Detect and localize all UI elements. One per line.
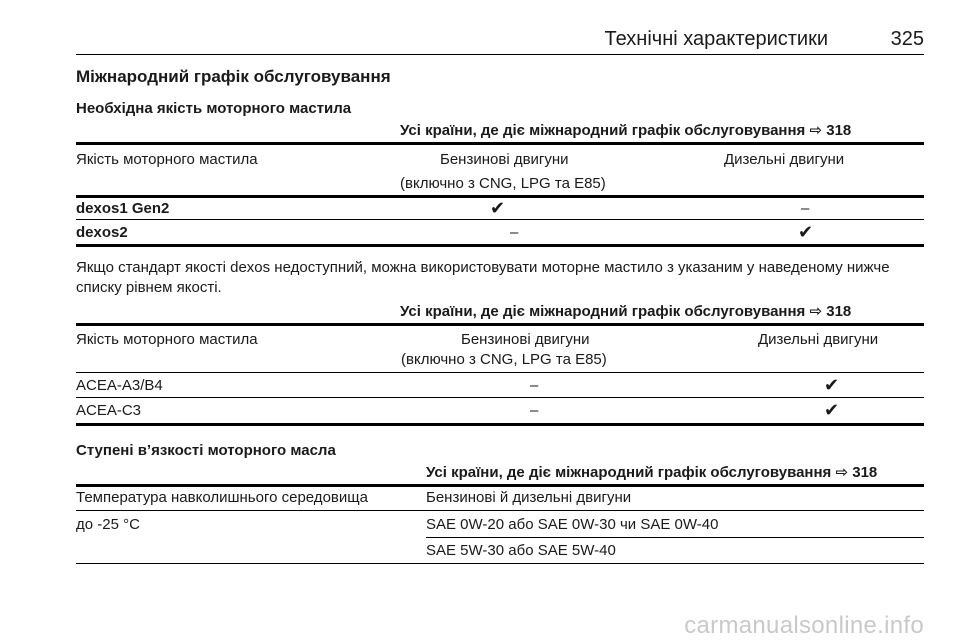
table2-row-name: ACEA-A3/B4 (76, 377, 163, 394)
table2-scope (400, 302, 851, 320)
table3-top-rule (76, 484, 924, 487)
table2-col1-header: Якість моторного мастила (76, 331, 258, 348)
table3-row-temp: до -25 °C (76, 516, 140, 533)
table3-header-rule (76, 510, 924, 511)
scope-ref[interactable]: 318 (826, 303, 852, 320)
row-divider (76, 397, 924, 398)
viscosity-heading: Ступені в’язкості моторного масла (76, 442, 336, 459)
table1-col3-header: Дизельні двигуни (724, 151, 845, 168)
table1-col2-note: (включно з CNG, LPG та E85) (400, 175, 606, 192)
table2-bottom-rule (76, 423, 924, 426)
scope-label: Усі країни, де діє міжнародний графік обслуговування (426, 464, 832, 481)
table3-col1-header: Температура навколишнього середовища (76, 489, 368, 506)
table2-col2-note: (включно з CNG, LPG та E85) (401, 351, 607, 368)
table1-scope (400, 121, 851, 139)
page-number: 325 (890, 28, 924, 50)
check-icon: ✔ (824, 400, 840, 420)
arrow-right-icon: ⇨ (809, 122, 823, 139)
arrow-right-icon: ⇨ (835, 464, 849, 481)
scope-label: Усі країни, де діє міжнародний графік обслуговування (400, 122, 806, 139)
table3-bottom-rule (76, 563, 924, 564)
table1-row-name: dexos1 Gen2 (76, 200, 170, 217)
row-divider (426, 537, 924, 538)
dash-mark: – (530, 377, 539, 394)
scope-label: Усі країни, де діє міжнародний графік обслуговування (400, 303, 806, 320)
table2-col2-header: Бензинові двигуни (461, 331, 590, 348)
page-header (76, 28, 924, 55)
table2-header-rule (76, 372, 924, 373)
table3-row-value: SAE 5W-30 або SAE 5W-40 (426, 542, 616, 559)
oil-quality-heading: Необхідна якість моторного мастила (76, 100, 352, 117)
check-icon: ✔ (824, 375, 840, 395)
check-icon: ✔ (490, 198, 506, 218)
scope-ref[interactable]: 318 (826, 122, 852, 139)
dash-mark: – (801, 200, 810, 217)
table3-col2-header: Бензинові й дизельні двигуни (426, 489, 632, 506)
table1-row-name: dexos2 (76, 224, 128, 241)
table3-row-value: SAE 0W-20 або SAE 0W-30 чи SAE 0W-40 (426, 516, 719, 533)
section-title: Міжнародний графік обслуговування (76, 67, 391, 86)
table1-col1-header: Якість моторного мастила (76, 151, 258, 168)
table2-row-name: ACEA-C3 (76, 402, 142, 419)
dash-mark: – (530, 402, 539, 419)
table2-top-rule (76, 323, 924, 326)
header-title: Технічні характеристики (604, 28, 828, 50)
table3-scope (426, 463, 877, 481)
manual-page (76, 0, 924, 642)
table1-col2-header: Бензинові двигуни (440, 151, 569, 168)
table1-top-rule (76, 142, 924, 145)
row-divider (76, 219, 924, 220)
scope-ref[interactable]: 318 (852, 464, 878, 481)
check-icon: ✔ (798, 222, 814, 242)
fallback-note: Якщо стандарт якості dexos недоступний, можна використовувати моторне мастило з указаним у наведеному нижче списку рівнем якості. (76, 259, 890, 296)
watermark: carmanualsonline.info (684, 612, 924, 639)
table1-bottom-rule (76, 244, 924, 247)
arrow-right-icon: ⇨ (809, 303, 823, 320)
table2-col3-header: Дизельні двигуни (758, 331, 879, 348)
dash-mark: – (510, 224, 519, 241)
